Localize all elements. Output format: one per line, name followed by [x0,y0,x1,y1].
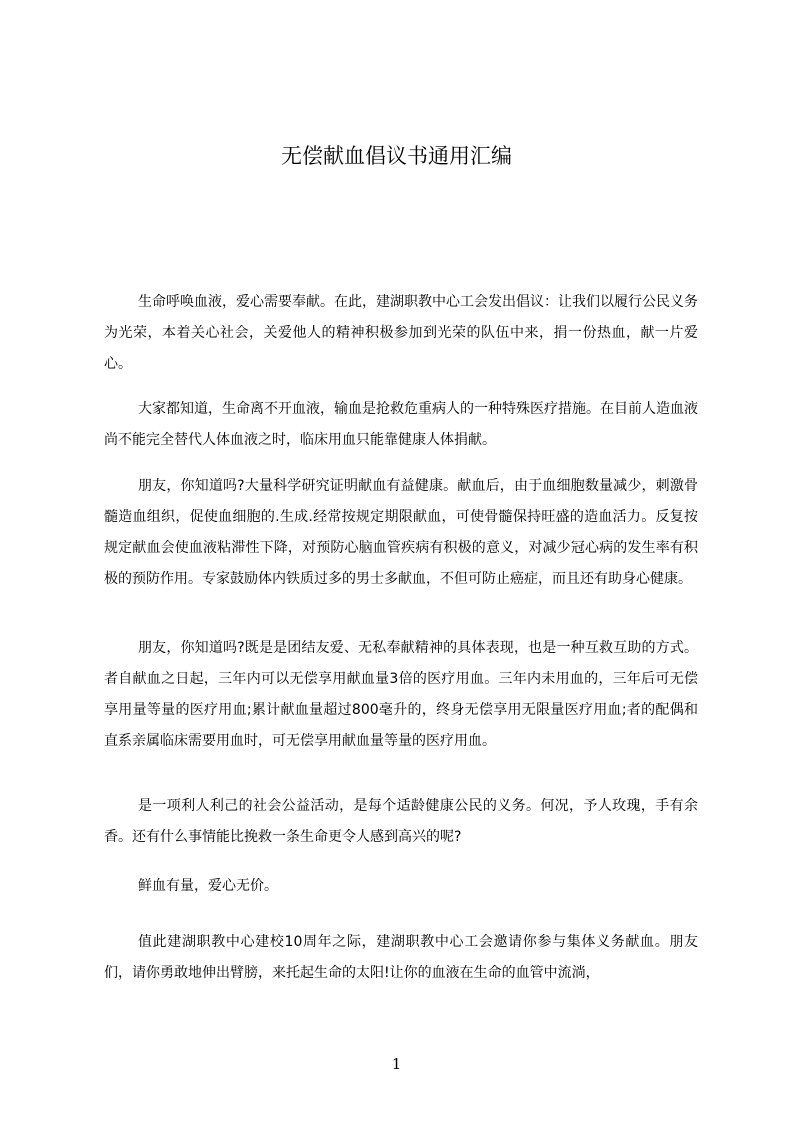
paragraph-6: 鲜血有量，爱心无价。 [138,878,278,894]
paragraph-7: 值此建湖职教中心建校10周年之际，建湖职教中心工会邀请你参与集体义务献血。朋友们，请你勇敢地伸出臂膀，来托起生命的太阳!让你的血液在生命的血管中流淌， [104,934,698,981]
document-title: 无偿献血倡议书通用汇编 [281,144,512,168]
paragraph-5: 是一项利人利己的社会公益活动，是每个适龄健康公民的义务。何况，予人玫瑰，手有余香。还有什么事情能比挽救一条生命更令人感到高兴的呢? [104,798,698,845]
paragraph-4: 朋友，你知道吗?既是是团结友爱、无私奉献精神的具体表现，也是一种互救互助的方式。者自献血之日起，三年内可以无偿享用献血量3倍的医疗用血。三年内未用血的，三年后可无偿享用量等量的医疗用血;累计献血量超过800毫升的，终身无偿享用无限量医疗用血;者的配偶和直系亲属临床需要用血时，可无偿享用献血量等量的医疗用血。 [104,640,698,749]
paragraph-1: 生命呼唤血液，爱心需要奉献。在此，建湖职教中心工会发出倡议：让我们以履行公民义务为光荣，本着关心社会，关爱他人的精神积极参加到光荣的队伍中来，捐一份热血，献一片爱心。 [104,294,698,372]
paragraph-2: 大家都知道，生命离不开血液，输血是抢救危重病人的一种特殊医疗措施。在目前人造血液尚不能完全替代人体血液之时，临床用血只能靠健康人体捐献。 [104,401,698,448]
paragraph-3: 朋友，你知道吗?大量科学研究证明献血有益健康。献血后，由于血细胞数量减少，刺激骨髓造血组织，促使血细胞的.生成.经常按规定期限献血，可使骨髓保持旺盛的造血活力。反复按规定献血会使血液粘滞性下降，对预防心脑血管疾病有积极的意义，对减少冠心病的发生率有积极的预防作用。专家鼓励体内铁质过多的男士多献血，不但可防止癌症，而且还有助身心健康。 [104,478,698,587]
page-number: 1 [391,1055,402,1073]
